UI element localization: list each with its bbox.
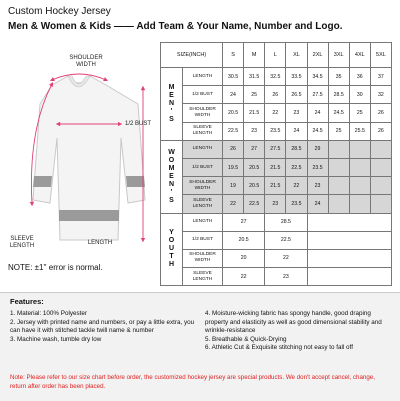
measure-label: 1/2 BUST — [183, 231, 223, 249]
cell: 22 — [286, 177, 307, 195]
cell: 31.5 — [244, 68, 265, 86]
group-youth — [161, 213, 183, 286]
cell: 27 — [223, 213, 265, 231]
cell — [370, 158, 391, 176]
cell: 22 — [223, 195, 244, 213]
size-header-label: SIZE(INCH) — [161, 43, 223, 68]
cell: 22.5 — [286, 158, 307, 176]
cell: 25.5 — [349, 122, 370, 140]
page-title: Custom Hockey Jersey — [8, 6, 111, 17]
cell: 30.5 — [223, 68, 244, 86]
cell: 25 — [349, 104, 370, 122]
cell: 24.5 — [307, 122, 328, 140]
table-row — [161, 104, 392, 122]
cell: 27 — [244, 140, 265, 158]
cell: 22.5 — [265, 231, 307, 249]
cell: 24 — [307, 104, 328, 122]
size-col: 2XL — [307, 43, 328, 68]
cell: 32.5 — [265, 68, 286, 86]
size-col: 5XL — [370, 43, 391, 68]
cell: 21.5 — [265, 158, 286, 176]
cell: 22.5 — [244, 195, 265, 213]
table-row — [161, 213, 392, 231]
cell: 35 — [328, 68, 349, 86]
disclaimer-note: Note: Please refer to our size chart before order, the customized hockey jersey are special products. We don't accept cancel, change, return after order has been placed. — [10, 374, 375, 390]
cell — [328, 177, 349, 195]
cell — [349, 195, 370, 213]
size-table — [160, 42, 392, 286]
cell: 23 — [286, 104, 307, 122]
cell: 20 — [223, 249, 265, 267]
cell: 23 — [265, 268, 307, 286]
size-col: S — [223, 43, 244, 68]
sleeve-length-label: SLEEVE LENGTH — [9, 236, 35, 249]
cell: 20.5 — [244, 177, 265, 195]
cell: 22 — [265, 249, 307, 267]
cell: 22 — [265, 104, 286, 122]
cell: 29 — [307, 140, 328, 158]
measure-label: LENGTH — [183, 140, 223, 158]
measure-label: SHOULDER WIDTH — [183, 104, 223, 122]
table-row — [161, 177, 392, 195]
feature-item: 2. Jersey with printed name and numbers, or pay a little extra, you can have it with stitched tackle twill name & number — [10, 318, 195, 334]
cell: 21.5 — [265, 177, 286, 195]
features-right-column — [205, 310, 390, 353]
jersey-diagram — [0, 40, 160, 290]
cell: 36 — [349, 68, 370, 86]
cell: 24 — [286, 122, 307, 140]
group-label-youth: Y O U T H — [168, 229, 175, 269]
group-mens — [161, 68, 183, 141]
measure-label: SHOULDER WIDTH — [183, 177, 223, 195]
cell: 37 — [370, 68, 391, 86]
measure-label: 1/2 BUST — [183, 158, 223, 176]
cell — [307, 268, 392, 286]
cell: 26 — [265, 86, 286, 104]
cell: 33.5 — [286, 68, 307, 86]
measure-label: SLEEVE LENGTH — [183, 268, 223, 286]
cell: 19 — [223, 177, 244, 195]
cell: 19.5 — [223, 158, 244, 176]
cell: 21.5 — [244, 104, 265, 122]
cell: 26 — [370, 104, 391, 122]
cell: 23.5 — [286, 195, 307, 213]
size-col: M — [244, 43, 265, 68]
cell — [328, 158, 349, 176]
cell: 24.5 — [328, 104, 349, 122]
cell: 22.5 — [223, 122, 244, 140]
cell — [349, 158, 370, 176]
table-row — [161, 68, 392, 86]
cell: 26.5 — [286, 86, 307, 104]
cell — [349, 177, 370, 195]
group-label-womens: W O M E N ' S — [168, 148, 175, 204]
cell: 23 — [265, 195, 286, 213]
measure-label: LENGTH — [183, 68, 223, 86]
cell — [307, 249, 392, 267]
cell: 28.5 — [328, 86, 349, 104]
measure-label: 1/2 BUST — [183, 86, 223, 104]
cell — [307, 231, 392, 249]
cell: 26 — [370, 122, 391, 140]
cell: 28.5 — [286, 140, 307, 158]
cell — [370, 195, 391, 213]
cell — [370, 177, 391, 195]
cell: 23 — [244, 122, 265, 140]
size-col: 4XL — [349, 43, 370, 68]
features-left-column — [10, 310, 198, 344]
measure-label: SLEEVE LENGTH — [183, 122, 223, 140]
cell: 32 — [370, 86, 391, 104]
cell: 23.5 — [307, 158, 328, 176]
cell: 30 — [349, 86, 370, 104]
table-row — [161, 122, 392, 140]
cell: 24 — [307, 195, 328, 213]
feature-item: 4. Moisture-wicking fabric has spongy handle, good draping property and elasticity as well as good dimensional stability and wrinkle-resistance — [205, 310, 382, 334]
cell: 22 — [223, 268, 265, 286]
cell — [307, 213, 392, 231]
size-col: L — [265, 43, 286, 68]
group-womens — [161, 140, 183, 213]
feature-item: 1. Material: 100% Polyester — [10, 310, 87, 317]
cell — [328, 195, 349, 213]
cell: 27.5 — [307, 86, 328, 104]
cell: 23 — [307, 177, 328, 195]
cell: 34.5 — [307, 68, 328, 86]
shoulder-width-label: SHOULDER WIDTH — [69, 55, 103, 68]
cell: 23.5 — [265, 122, 286, 140]
cell: 20.5 — [223, 231, 265, 249]
features-section — [0, 292, 400, 401]
measure-label: SHOULDER WIDTH — [183, 249, 223, 267]
cell — [349, 140, 370, 158]
size-col: 3XL — [328, 43, 349, 68]
cell — [370, 140, 391, 158]
group-label-mens: M E N ' S — [168, 83, 175, 123]
cell: 25 — [328, 122, 349, 140]
cell: 25 — [244, 86, 265, 104]
cell: 27.5 — [265, 140, 286, 158]
measure-label: LENGTH — [183, 213, 223, 231]
cell: 28.5 — [265, 213, 307, 231]
table-row — [161, 158, 392, 176]
feature-item: 5. Breathable & Quick-Drying — [205, 335, 287, 343]
cell: 26 — [223, 140, 244, 158]
table-row — [161, 231, 392, 249]
table-row — [161, 140, 392, 158]
table-row — [161, 86, 392, 104]
feature-item: 6. Athletic Cut & Exquisite stitching not easy to fall off — [205, 344, 353, 351]
cell: 20.5 — [244, 158, 265, 176]
length-label: LENGTH — [87, 240, 113, 246]
table-row — [161, 249, 392, 267]
half-bust-label: 1/2 BUST — [124, 121, 151, 127]
cell: 24 — [223, 86, 244, 104]
table-row — [161, 268, 392, 286]
cell — [328, 140, 349, 158]
jersey-illustration — [0, 40, 160, 290]
features-title: Features: — [10, 297, 44, 306]
error-note: NOTE: ±1'' error is normal. — [8, 263, 103, 272]
cell: 20.5 — [223, 104, 244, 122]
measure-label: SLEEVE LENGTH — [183, 195, 223, 213]
page-subtitle: Men & Women & Kids —— Add Team & Your Name, Number and Logo. — [8, 21, 343, 32]
table-row — [161, 195, 392, 213]
feature-item: 3. Machine wash, tumble dry low — [10, 335, 102, 343]
size-col: XL — [286, 43, 307, 68]
size-header-row — [161, 43, 392, 68]
